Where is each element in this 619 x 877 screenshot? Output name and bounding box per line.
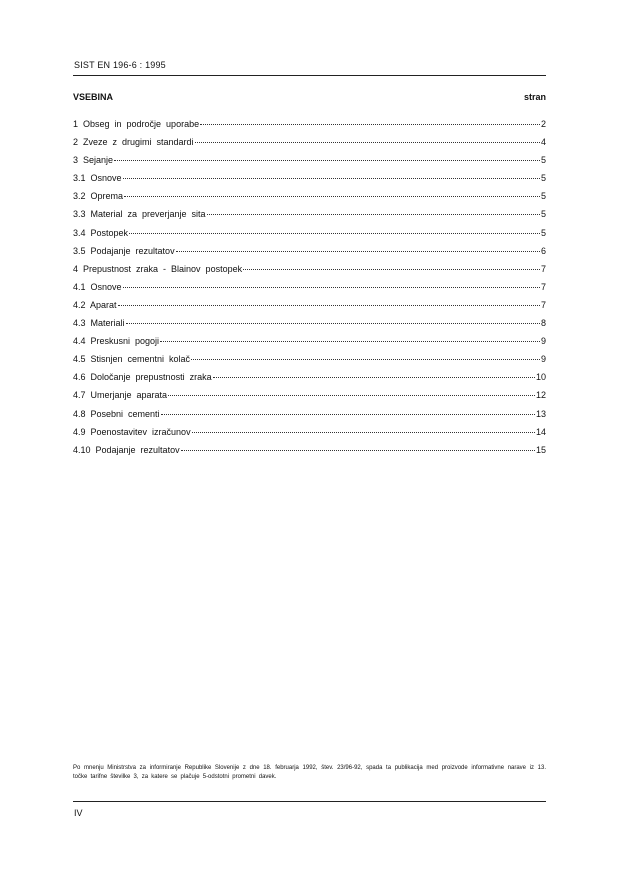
toc-entry-label: 3.2 Oprema <box>73 191 124 202</box>
toc-entry-page: 5 <box>540 191 546 202</box>
toc-heading-row <box>73 92 546 102</box>
toc-entry <box>73 426 546 444</box>
toc-entry-page: 15 <box>535 444 546 455</box>
toc-entry-page: 7 <box>540 299 546 310</box>
toc-entry-page: 8 <box>540 318 546 329</box>
toc-entry-label: 4.10 Podajanje rezultatov <box>73 444 180 455</box>
toc-entry <box>73 299 546 317</box>
toc-entry-page: 9 <box>540 336 546 347</box>
footer-rule <box>73 801 546 802</box>
toc-entry-label: 4.9 Poenostavitev izračunov <box>73 426 191 437</box>
toc-entry-label: 4.6 Določanje prepustnosti zraka <box>73 372 212 383</box>
toc-entry-label: 3 Sejanje <box>73 155 114 166</box>
toc-dot-leader <box>200 124 540 125</box>
toc-entry-page: 5 <box>540 173 546 184</box>
toc-dot-leader <box>160 341 540 342</box>
toc-entry-label: 1 Obseg in področje uporabe <box>73 119 200 129</box>
toc-dot-leader <box>176 251 540 252</box>
toc-entry-page: 10 <box>535 372 546 383</box>
toc-dot-leader <box>191 359 540 360</box>
toc-entry-label: 3.1 Osnove <box>73 173 122 184</box>
toc-title: VSEBINA <box>73 92 114 102</box>
toc-entry-label: 3.4 Postopek <box>73 227 129 238</box>
toc-entry-label: 3.5 Podajanje rezultatov <box>73 245 175 256</box>
toc-dot-leader <box>114 160 540 161</box>
toc-entry <box>73 263 546 281</box>
toc-entry-page: 5 <box>540 227 546 238</box>
toc-entry <box>73 353 546 371</box>
toc-dot-leader <box>118 305 540 306</box>
toc-dot-leader <box>124 196 540 197</box>
toc-dot-leader <box>123 287 540 288</box>
toc-entry-label: 4 Prepustnost zraka - Blainov postopek <box>73 263 243 274</box>
toc-entry <box>73 208 546 226</box>
toc-entry-page: 2 <box>540 119 546 129</box>
toc-entry-page: 12 <box>535 390 546 401</box>
toc-entry <box>73 172 546 190</box>
toc-dot-leader <box>181 450 535 451</box>
toc-page-column-label: stran <box>523 92 546 102</box>
footnote: Po mnenju Ministrstva za informiranje Republike Slovenije z dne 18. februarja 1992, štev. 23/96-92, spada ta publikacija med proizvode informativne narave iz 13. točke tarifne številke 3, za katere se plačuje 5-odstotni prometni davek. <box>73 765 546 780</box>
toc-entry-label: 4.7 Umerjanje aparata <box>73 390 168 401</box>
header-rule <box>73 75 546 76</box>
toc-dot-leader <box>195 142 540 143</box>
toc-entry-label: 4.2 Aparat <box>73 299 117 310</box>
toc-dot-leader <box>207 214 540 215</box>
toc-dot-leader <box>243 269 540 270</box>
toc-dot-leader <box>161 414 535 415</box>
toc-dot-leader <box>192 432 535 433</box>
toc-entry-page: 14 <box>535 426 546 437</box>
page-number: IV <box>74 808 83 818</box>
toc-entry <box>73 317 546 335</box>
toc-dot-leader <box>168 395 535 396</box>
toc-dot-leader <box>126 323 540 324</box>
toc-entry <box>73 154 546 172</box>
table-of-contents <box>73 118 546 462</box>
toc-entry <box>73 281 546 299</box>
toc-entry <box>73 245 546 263</box>
toc-entry-label: 4.4 Preskusni pogoji <box>73 336 160 347</box>
toc-entry <box>73 136 546 154</box>
toc-entry <box>73 335 546 353</box>
toc-dot-leader <box>123 178 540 179</box>
toc-entry-page: 7 <box>540 281 546 292</box>
toc-entry <box>73 227 546 245</box>
toc-entry-label: 3.3 Material za preverjanje sita <box>73 209 206 220</box>
toc-dot-leader <box>129 233 540 234</box>
toc-entry <box>73 118 546 136</box>
toc-dot-leader <box>213 377 535 378</box>
toc-entry-page: 4 <box>540 137 546 148</box>
toc-entry-page: 6 <box>540 245 546 256</box>
toc-entry-page: 5 <box>540 209 546 220</box>
toc-entry-page: 5 <box>540 155 546 166</box>
toc-entry-label: 2 Zveze z drugimi standardi <box>73 137 194 148</box>
document-header: SIST EN 196-6 : 1995 <box>74 60 166 70</box>
toc-entry-page: 13 <box>535 408 546 419</box>
toc-entry <box>73 371 546 389</box>
toc-entry <box>73 190 546 208</box>
toc-entry-page: 7 <box>540 263 546 274</box>
toc-entry-label: 4.5 Stisnjen cementni kolač <box>73 354 191 365</box>
toc-entry-label: 4.3 Materiali <box>73 318 125 329</box>
toc-entry-page: 9 <box>540 354 546 365</box>
toc-entry <box>73 389 546 407</box>
toc-entry <box>73 408 546 426</box>
toc-entry-label: 4.8 Posebni cementi <box>73 408 160 419</box>
toc-entry <box>73 444 546 462</box>
toc-entry-label: 4.1 Osnove <box>73 281 122 292</box>
